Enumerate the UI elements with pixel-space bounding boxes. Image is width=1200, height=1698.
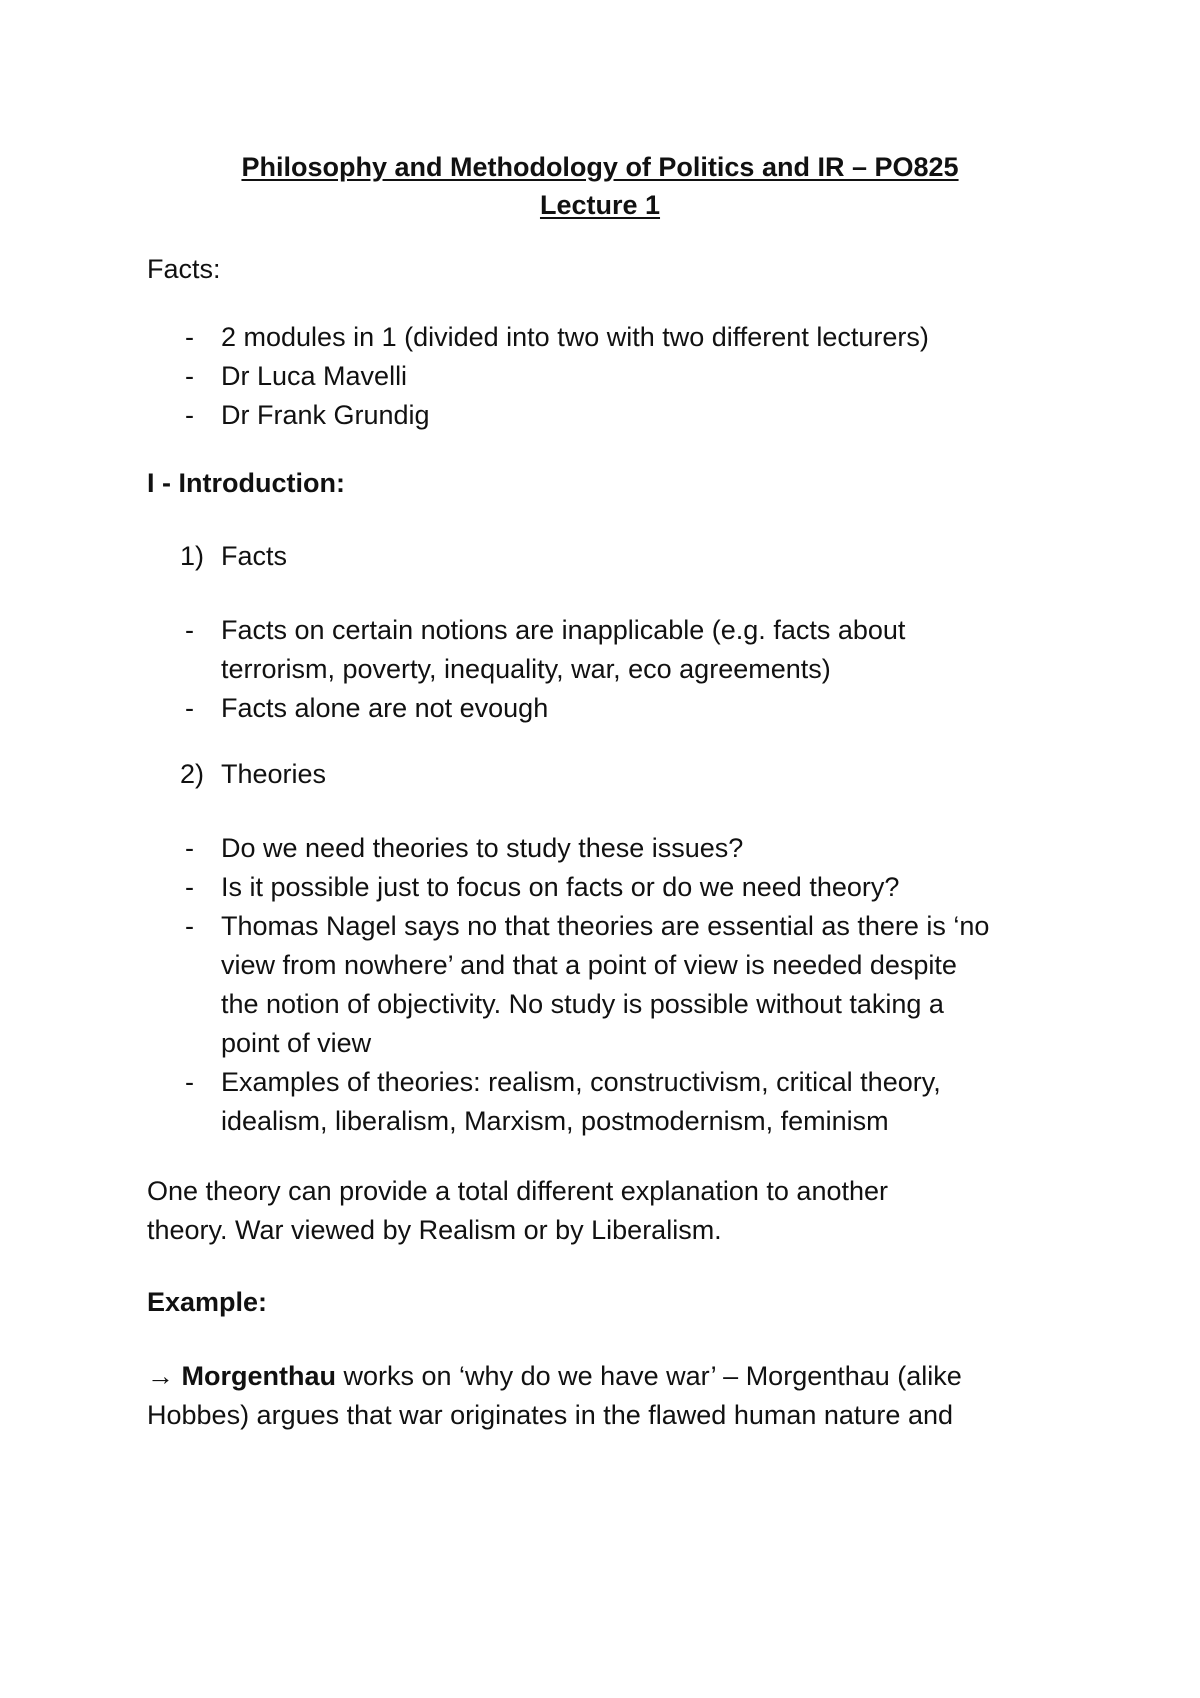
section-label: Facts	[221, 541, 288, 571]
section-label: Theories	[221, 759, 327, 789]
list-item: 2 modules in 1 (divided into two with two different lecturers)	[221, 322, 929, 352]
list-item-line: Thomas Nagel says no that theories are essential as there is ‘no	[221, 911, 990, 941]
list-item-line: Facts on certain notions are inapplicable (e.g. facts about	[221, 615, 906, 645]
bullet-dash: -	[185, 911, 194, 941]
example-line: Hobbes) argues that war originates in the flawed human nature and	[147, 1400, 953, 1430]
list-item-line: Do we need theories to study these issues?	[221, 833, 744, 863]
bullet-dash: -	[185, 361, 194, 391]
list-item-line: Facts alone are not evough	[221, 693, 549, 723]
example-heading: Example:	[147, 1287, 268, 1317]
arrow-icon: →	[147, 1361, 174, 1391]
bullet-dash: -	[185, 693, 194, 723]
section-number: 2)	[180, 759, 205, 789]
list-item-line: terrorism, poverty, inequality, war, eco agreements)	[221, 654, 831, 684]
bullet-dash: -	[185, 833, 194, 863]
lecture-subtitle: Lecture 1	[539, 190, 661, 220]
paragraph-line: One theory can provide a total different explanation to another	[147, 1176, 888, 1206]
bullet-dash: -	[185, 1067, 194, 1097]
list-item-line: view from nowhere’ and that a point of view is needed despite	[221, 950, 957, 980]
list-item: Dr Luca Mavelli	[221, 361, 408, 391]
example-text: works on ‘why do we have war’ – Morgenthau (alike	[336, 1361, 962, 1391]
example-line	[147, 1360, 962, 1392]
bullet-dash: -	[185, 322, 194, 352]
list-item: Dr Frank Grundig	[221, 400, 430, 430]
list-item-line: point of view	[221, 1028, 372, 1058]
paragraph-line: theory. War viewed by Realism or by Liberalism.	[147, 1215, 722, 1245]
list-item-line: Is it possible just to focus on facts or do we need theory?	[221, 872, 900, 902]
document-title: Philosophy and Methodology of Politics and IR – PO825	[241, 152, 959, 182]
facts-heading: Facts:	[147, 254, 221, 284]
bullet-dash: -	[185, 400, 194, 430]
section-number: 1)	[180, 541, 205, 571]
list-item-line: idealism, liberalism, Marxism, postmodernism, feminism	[221, 1106, 889, 1136]
bullet-dash: -	[185, 615, 194, 645]
bullet-dash: -	[185, 872, 194, 902]
example-name: Morgenthau	[181, 1361, 337, 1391]
list-item-line: Examples of theories: realism, constructivism, critical theory,	[221, 1067, 941, 1097]
intro-heading: I - Introduction:	[147, 468, 345, 498]
list-item-line: the notion of objectivity. No study is possible without taking a	[221, 989, 944, 1019]
